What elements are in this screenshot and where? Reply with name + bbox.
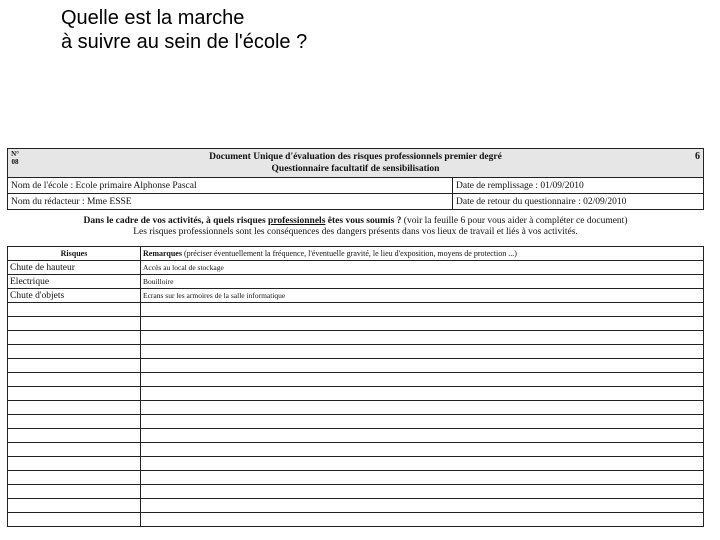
document-side-label: N° 08 [11,150,19,166]
risk-table [7,246,704,527]
intro-question-end: êtes vous soumis ? [325,216,402,226]
risk-cell [8,303,141,317]
table-row [8,471,704,485]
risk-cell [8,331,141,345]
table-row [8,457,704,471]
risk-cell [8,513,141,527]
page-number: 6 [695,151,700,162]
remark-cell [141,373,704,387]
risk-cell [8,457,141,471]
risk-cell: Chute d'objets [8,289,141,303]
table-row [8,289,704,303]
document-title: Document Unique d'évaluation des risques professionnels premier degré [209,152,502,162]
risk-cell [8,429,141,443]
table-row [8,275,704,289]
intro-question-underlined: professionnels [268,216,326,226]
remark-cell [141,401,704,415]
table-row [8,401,704,415]
return-date-field: Date de retour du questionnaire : 02/09/2010 [453,194,704,210]
table-row [8,303,704,317]
table-row [8,359,704,373]
remark-cell [141,303,704,317]
column-header-remarks-title: Remarques [143,249,182,258]
document-scan [7,145,704,537]
school-name-field: Nom de l'école : Ecole primaire Alphonse Pascal [8,178,453,194]
column-header-remarks [141,247,704,261]
table-row [8,331,704,345]
slide-title-line-2: à suivre au sein de l'école ? [61,31,308,53]
table-row [8,373,704,387]
risk-cell [8,359,141,373]
remark-cell: Ecrans sur les armoires de la salle informatique [141,289,704,303]
risk-cell: Electrique [8,275,141,289]
table-row [8,261,704,275]
table-row [8,317,704,331]
risk-cell [8,485,141,499]
risk-cell [8,345,141,359]
remark-cell: Bouilloire [141,275,704,289]
table-row [8,443,704,457]
risk-cell [8,415,141,429]
slide-title-line-1: Quelle est la marche [61,7,245,29]
table-row [8,345,704,359]
table-row [8,387,704,401]
remark-cell [141,471,704,485]
remark-cell [141,359,704,373]
risk-cell [8,387,141,401]
remark-cell [141,443,704,457]
risk-cell: Chute de hauteur [8,261,141,275]
table-row [8,513,704,527]
info-row [8,194,704,210]
fill-date-field: Date de remplissage : 01/09/2010 [453,178,704,194]
remark-cell [141,429,704,443]
intro-line-1 [7,216,704,227]
document-subtitle: Questionnaire facultatif de sensibilisation [271,164,440,174]
remark-cell [141,387,704,401]
table-row [8,499,704,513]
column-header-remarks-note: (préciser éventuellement la fréquence, l'éventuelle gravité, le lieu d'exposition, moyens de protection ...) [181,249,517,258]
risk-cell [8,373,141,387]
remark-cell [141,513,704,527]
remark-cell [141,331,704,345]
remark-cell [141,415,704,429]
intro-text [7,216,704,238]
risk-cell [8,317,141,331]
risk-table-header [8,247,704,261]
table-row [8,485,704,499]
slide-title [61,6,307,54]
column-header-risks: Risques [8,247,141,261]
info-table [7,177,704,210]
risk-cell [8,443,141,457]
intro-instruction: (voir la feuille 6 pour vous aider à compléter ce document) [401,216,628,226]
intro-line-2: Les risques professionnels sont les conséquences des dangers présents dans vos lieux de travail et liés à vos activités. [133,227,578,237]
table-row [8,415,704,429]
risk-cell [8,471,141,485]
remark-cell [141,317,704,331]
remark-cell [141,345,704,359]
remark-cell [141,499,704,513]
remark-cell [141,457,704,471]
editor-name-field: Nom du rédacteur : Mme ESSE [8,194,453,210]
remark-cell [141,485,704,499]
document-header [7,148,704,178]
risk-cell [8,401,141,415]
info-row [8,178,704,194]
remark-cell: Accès au local de stockage [141,261,704,275]
table-row [8,429,704,443]
risk-cell [8,499,141,513]
intro-question-start: Dans le cadre de vos activités, à quels risques [83,216,269,226]
